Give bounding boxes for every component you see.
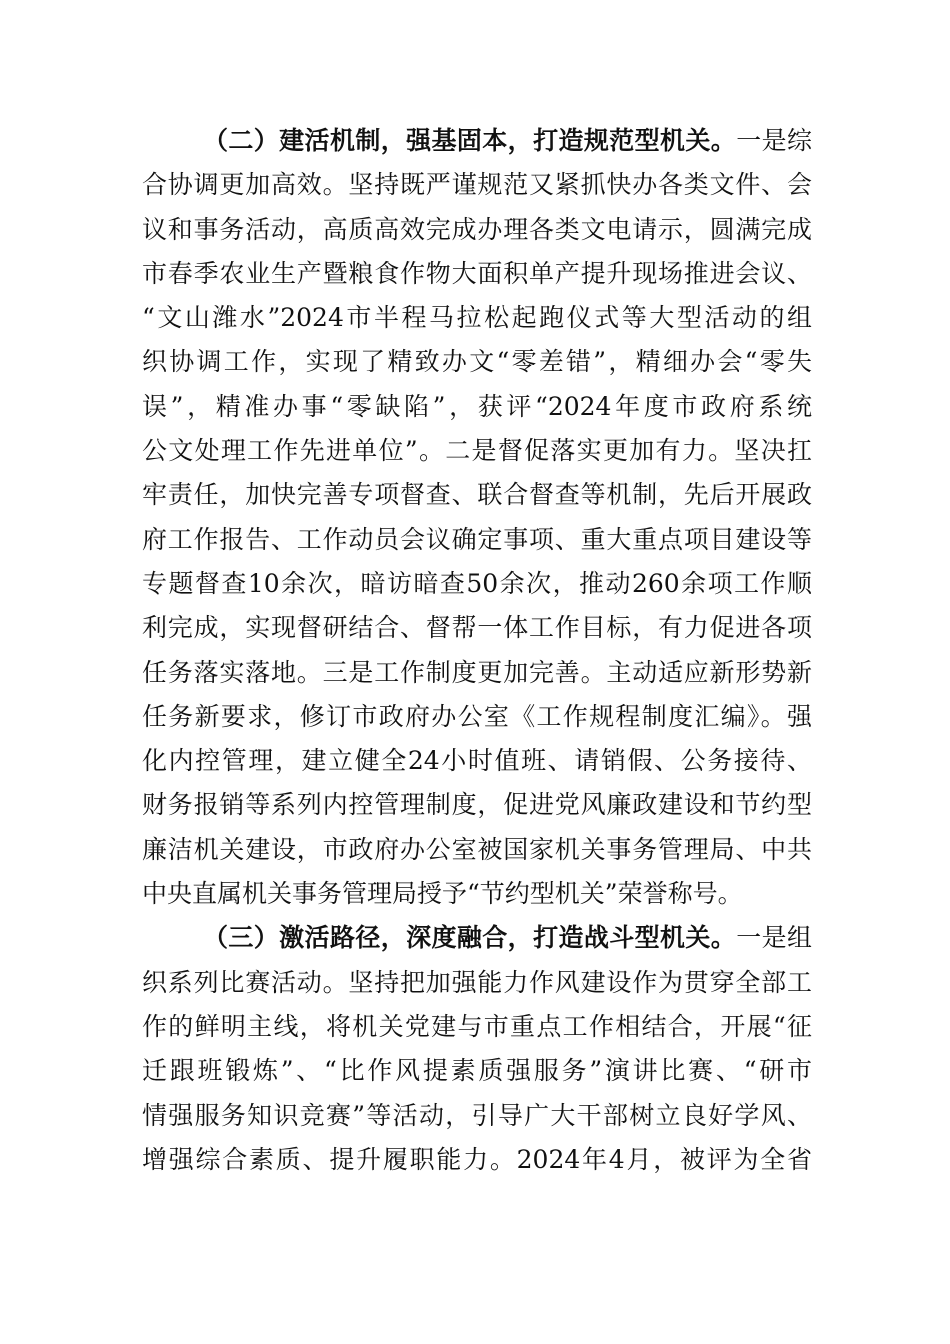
paragraph-line: 廉洁机关建设，市政府办公室被国家机关事务管理局、中共 [142, 834, 812, 864]
paragraph-line: 议和事务活动，高质高效完成办理各类文电请示，圆满完成 [142, 214, 812, 244]
paragraph-line: 增强综合素质、提升履职能力。2024年4月，被评为全省 [142, 1144, 812, 1174]
paragraph-line: 迁跟班锻炼”、“比作风提素质强服务”演讲比赛、“研市 [142, 1056, 812, 1086]
paragraph-line: 公文处理工作先进单位”。二是督促落实更加有力。坚决扛 [142, 436, 812, 466]
paragraph-line: 合协调更加高效。坚持既严谨规范又紧抓快办各类文件、会 [142, 170, 812, 200]
paragraph-line: 任务落实落地。三是工作制度更加完善。主动适应新形势新 [142, 657, 812, 687]
paragraph-first-line [142, 119, 812, 163]
section-heading: （三）激活路径，深度融合，打造战斗型机关。 [203, 923, 737, 953]
paragraph-line: 化内控管理，建立健全24小时值班、请销假、公务接待、 [142, 746, 812, 776]
paragraph-line: 情强服务知识竞赛”等活动，引导广大干部树立良好学风、 [142, 1100, 812, 1130]
document-body [142, 119, 812, 1182]
paragraph-section-3 [142, 916, 812, 1182]
paragraph-text: 一是组 [736, 923, 812, 953]
paragraph-line: 利完成，实现督研结合、督帮一体工作目标，有力促进各项 [142, 613, 812, 643]
paragraph-line: 误”，精准办事“零缺陷”，获评“2024年度市政府系统 [142, 391, 812, 421]
paragraph-line: 市春季农业生产暨粮食作物大面积单产提升现场推进会议、 [142, 258, 812, 288]
paragraph-first-line [142, 916, 812, 960]
paragraph-line: 专题督查10余次，暗访暗查50余次，推动260余项工作顺 [142, 568, 812, 598]
paragraph-line: 牢责任，加快完善专项督查、联合督查等机制，先后开展政 [142, 480, 812, 510]
paragraph-section-2 [142, 119, 812, 916]
section-heading: （二）建活机制，强基固本，打造规范型机关。 [203, 126, 737, 155]
paragraph-line: 织协调工作，实现了精致办文“零差错”，精细办会“零失 [142, 347, 812, 377]
paragraph-line: 织系列比赛活动。坚持把加强能力作风建设作为贯穿全部工 [142, 967, 812, 997]
paragraph-line: 府工作报告、工作动员会议确定事项、重大重点项目建设等 [142, 524, 812, 554]
paragraph-line: 中央直属机关事务管理局授予“节约型机关”荣誉称号。 [142, 879, 743, 909]
paragraph-line: “文山潍水”2024市半程马拉松起跑仪式等大型活动的组 [142, 303, 812, 333]
paragraph-text: 一是综 [736, 126, 812, 155]
paragraph-line: 作的鲜明主线，将机关党建与市重点工作相结合，开展“征 [142, 1011, 812, 1041]
paragraph-line: 财务报销等系列内控管理制度，促进党风廉政建设和节约型 [142, 790, 812, 820]
paragraph-line: 任务新要求，修订市政府办公室《工作规程制度汇编》。强 [142, 701, 812, 731]
